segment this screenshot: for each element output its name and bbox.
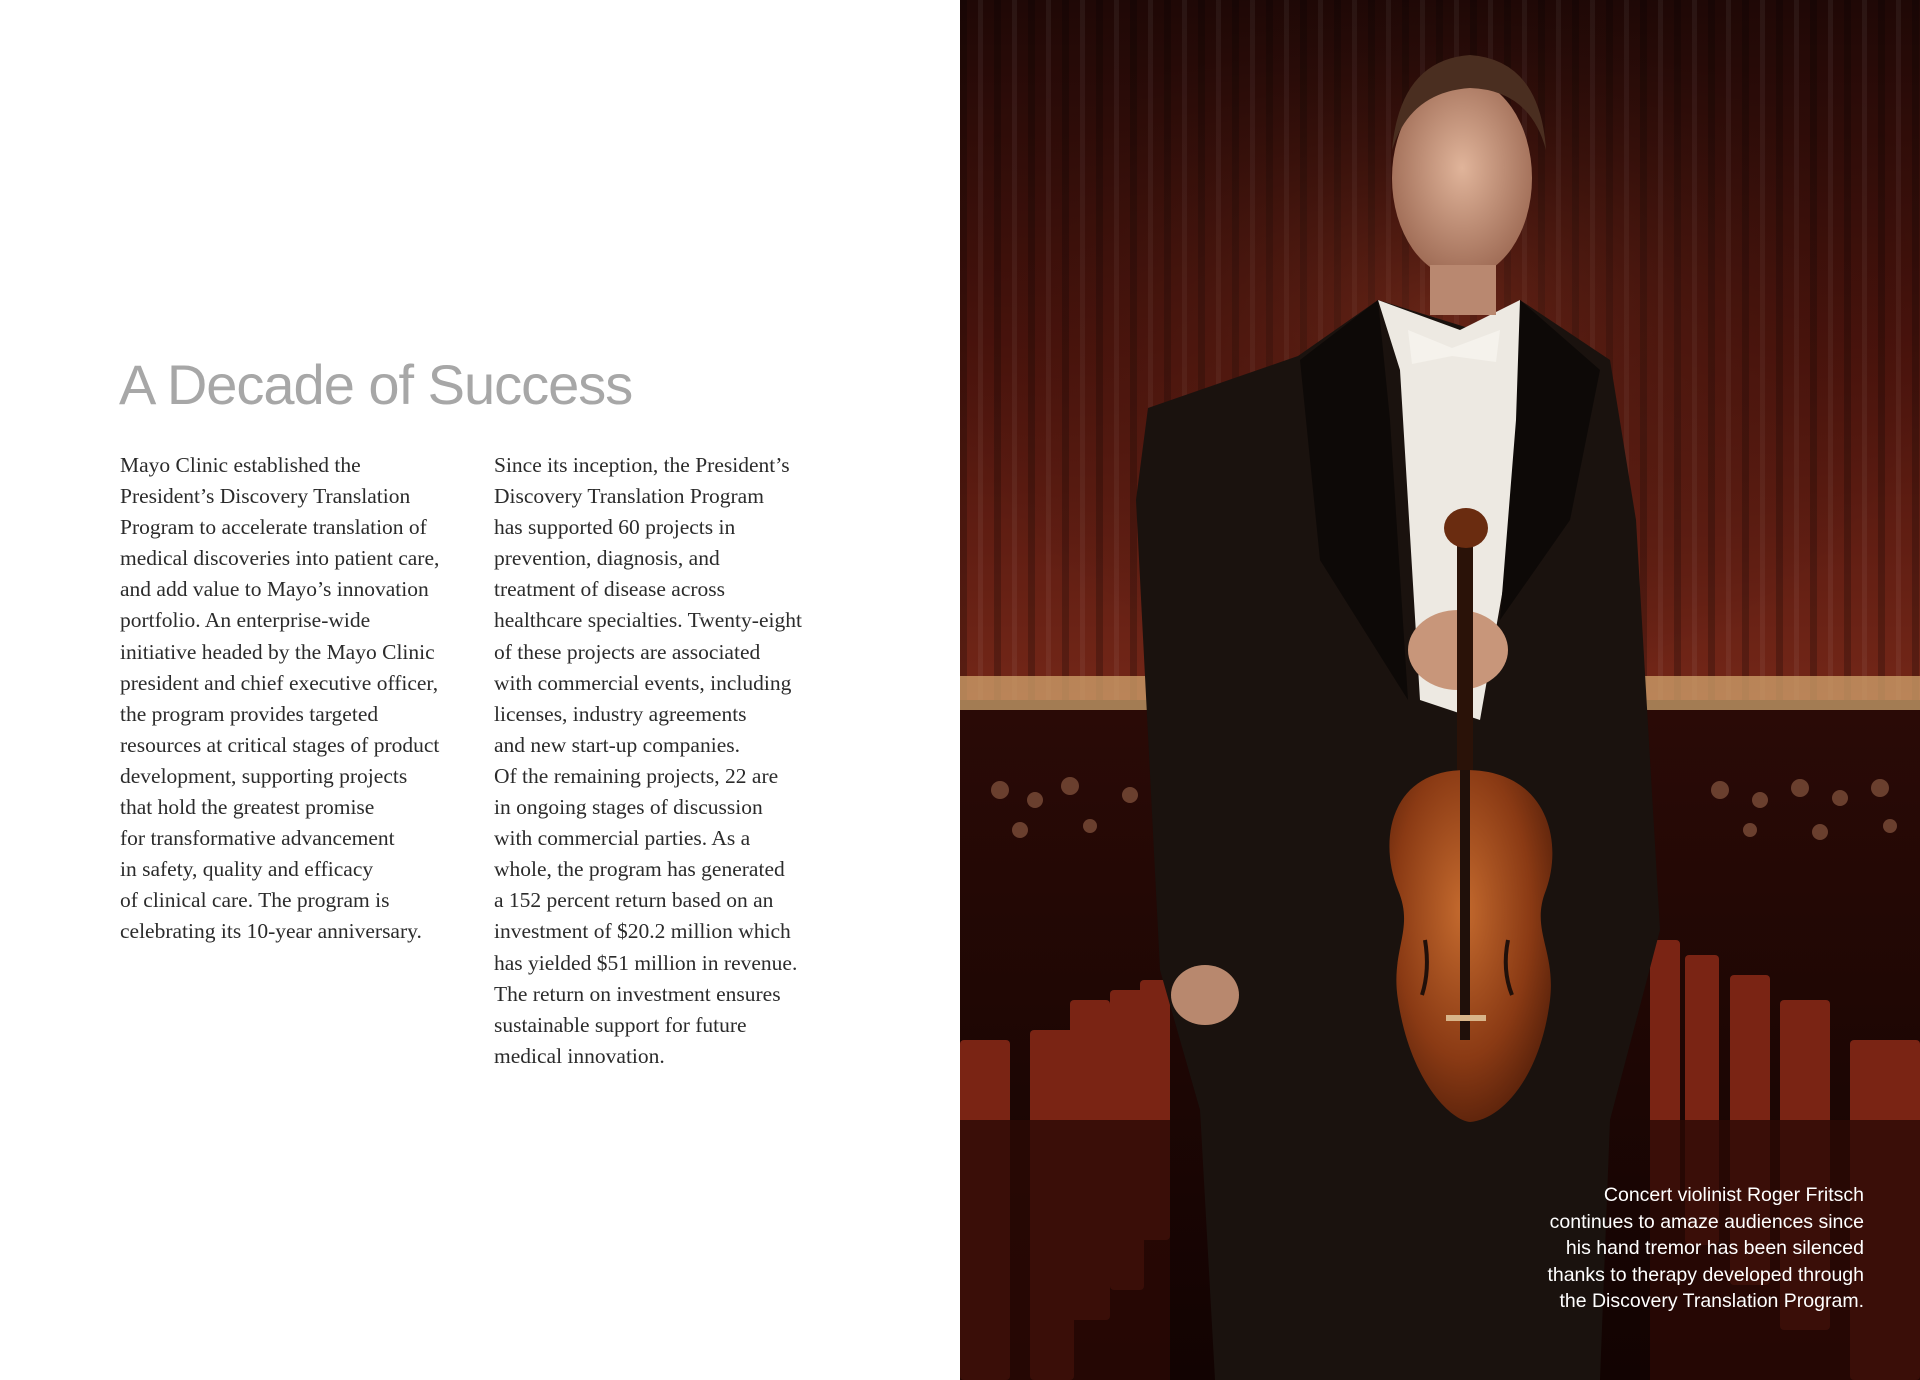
page-heading: A Decade of Success (119, 353, 633, 416)
body-text-line: of these projects are associated (494, 639, 761, 664)
body-text-line: President’s Discovery Translation (120, 484, 411, 509)
body-text-line: prevention, diagnosis, and (494, 546, 720, 571)
body-text-line: Discovery Translation Program (494, 484, 764, 509)
body-text-line: a 152 percent return based on an (494, 888, 774, 913)
body-text-line: Mayo Clinic established the (120, 453, 361, 477)
body-text-line: development, supporting projects (120, 763, 408, 788)
body-text-line: has yielded $51 million in revenue. (494, 950, 798, 975)
body-text-line: celebrating its 10-year anniversary. (120, 919, 422, 944)
caption-line: thanks to therapy developed through (1547, 1263, 1864, 1286)
body-text-line: whole, the program has generated (494, 857, 785, 882)
photo-caption (1547, 1182, 1864, 1315)
body-text-line: treatment of disease across (494, 577, 726, 602)
body-text-line: Program to accelerate translation of (120, 515, 427, 540)
body-text-line: medical discoveries into patient care, (120, 546, 440, 571)
body-text-line: president and chief executive officer, (120, 670, 439, 695)
caption-line: his hand tremor has been silenced (1565, 1237, 1864, 1260)
caption-line: Concert violinist Roger Fritsch (1603, 1184, 1864, 1206)
body-text-line: sustainable support for future (494, 1012, 747, 1037)
body-column-2 (494, 450, 854, 1072)
body-text-line: in safety, quality and efficacy (120, 857, 374, 882)
body-text-line: medical innovation. (494, 1043, 665, 1068)
body-text-line: and new start-up companies. (494, 732, 740, 757)
body-text-line: with commercial parties. As a (494, 826, 751, 851)
caption-line: the Discovery Translation Program. (1559, 1290, 1864, 1313)
body-text-line: with commercial events, including (494, 670, 792, 695)
body-text-line: The return on investment ensures (494, 981, 781, 1006)
body-text-line: healthcare specialties. Twenty-eight (494, 608, 802, 633)
body-text-line: Of the remaining projects, 22 are (494, 763, 779, 788)
body-text-line: has supported 60 projects in (494, 515, 736, 540)
body-text-line: the program provides targeted (120, 701, 379, 726)
body-text-line: for transformative advancement (120, 826, 395, 851)
body-text-line: that hold the greatest promise (120, 795, 375, 820)
body-text-line: resources at critical stages of product (120, 732, 440, 757)
photo-illustration (960, 0, 1920, 1380)
body-text-line: licenses, industry agreements (494, 701, 747, 726)
body-text-line: and add value to Mayo’s innovation (120, 577, 429, 602)
body-text-line: portfolio. An enterprise-wide (120, 608, 371, 633)
body-text-line: Since its inception, the President’s (494, 453, 790, 477)
body-text-line: in ongoing stages of discussion (494, 795, 763, 820)
caption-line: continues to amaze audiences since (1549, 1210, 1864, 1233)
body-text-line: initiative headed by the Mayo Clinic (120, 639, 435, 664)
body-text-line: investment of $20.2 million which (494, 919, 791, 944)
body-column-1 (120, 450, 480, 948)
violinist-photo (960, 0, 1920, 1380)
body-text-line: of clinical care. The program is (120, 888, 390, 913)
